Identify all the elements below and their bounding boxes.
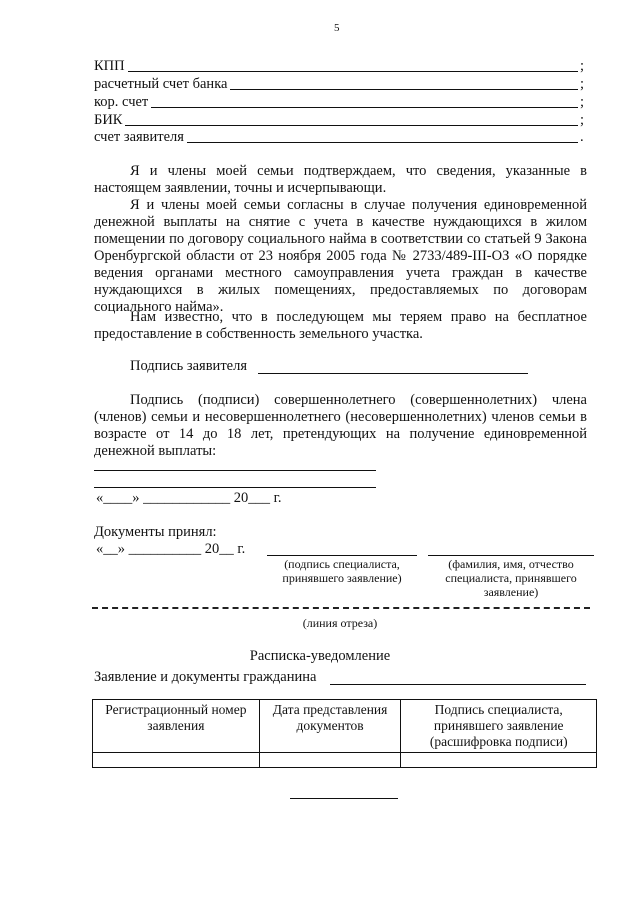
- confirmation-paragraph: Я и члены моей семьи подтверждаем, что сведения, указанные в настоящем заявлении, точны и исчерпывающи.: [94, 163, 587, 196]
- cell-specialist-signature[interactable]: [401, 753, 597, 768]
- citizen-name-line[interactable]: [330, 684, 586, 685]
- specialist-signature-line[interactable]: [267, 555, 417, 556]
- field-label: КПП: [94, 58, 125, 74]
- applicant-signature-line[interactable]: [258, 373, 528, 374]
- cut-line: [92, 607, 590, 609]
- header-specialist-signature: Подпись специалиста, принявшего заявление (расшифровка подписи): [401, 700, 597, 753]
- family-signature-line-2[interactable]: [94, 487, 376, 488]
- family-signature-paragraph: Подпись (подписи) совершеннолетнего (совершеннолетних) члена (членов) семьи и несовершеннолетнего (несовершеннолетних) членов семьи в возрасте от 14 до 18 лет, претендующих на получение единовременной денежной выплаты:: [94, 392, 587, 459]
- cell-submission-date[interactable]: [259, 753, 401, 768]
- documents-accepted-label: Документы принял:: [94, 524, 217, 540]
- field-label: счет заявителя: [94, 129, 184, 145]
- page-number: 5: [334, 22, 340, 34]
- receipt-intro: Заявление и документы гражданина: [94, 669, 317, 685]
- field-label: БИК: [94, 112, 123, 128]
- receipt-title: Расписка-уведомление: [249, 648, 391, 664]
- corr-account-field[interactable]: кор. счет ;: [94, 94, 585, 110]
- bank-account-field[interactable]: расчетный счет банка ;: [94, 76, 585, 92]
- bik-field[interactable]: БИК ;: [94, 112, 585, 128]
- header-registration-number: Регистрационный номер заявления: [93, 700, 260, 753]
- family-signature-line-1[interactable]: [94, 470, 376, 471]
- applicant-account-field[interactable]: счет заявителя .: [94, 129, 584, 145]
- land-right-paragraph: Нам известно, что в последующем мы теряем право на бесплатное предоставление в собственность земельного участка.: [94, 309, 587, 342]
- applicant-signature-label: Подпись заявителя: [130, 358, 247, 374]
- kpp-field[interactable]: КПП ;: [94, 58, 585, 74]
- closing-rule: [290, 798, 398, 799]
- specialist-name-caption: (фамилия, имя, отчество специалиста, принявшего заявление): [445, 557, 577, 599]
- table-header-row: [93, 700, 597, 753]
- cut-line-label: (линия отреза): [302, 616, 378, 630]
- date-line-1[interactable]: «____» ____________ 20___ г.: [96, 490, 282, 506]
- date-line-2[interactable]: «__» __________ 20__ г.: [96, 541, 246, 557]
- specialist-signature-caption: (подпись специалиста, принявшего заявление): [282, 557, 402, 585]
- field-label: расчетный счет банка: [94, 76, 228, 92]
- table-row: [93, 753, 597, 768]
- consent-paragraph: Я и члены моей семьи согласны в случае получения единовременной денежной выплаты на снятие с учета в качестве нуждающихся в жилом помещении по договору социального найма в соответствии со статьей 9 Закона Оренбургской области от 23 ноября 2005 года № 2733/489-III-ОЗ «О порядке ведения органами местного самоуправления учета граждан в качестве нуждающихся в жилых помещениях, предоставляемых по договорам социального найма».: [94, 197, 587, 315]
- header-submission-date: Дата представления документов: [259, 700, 401, 753]
- cell-registration-number[interactable]: [93, 753, 260, 768]
- field-label: кор. счет: [94, 94, 149, 110]
- specialist-name-line[interactable]: [428, 555, 594, 556]
- receipt-table: [92, 699, 597, 768]
